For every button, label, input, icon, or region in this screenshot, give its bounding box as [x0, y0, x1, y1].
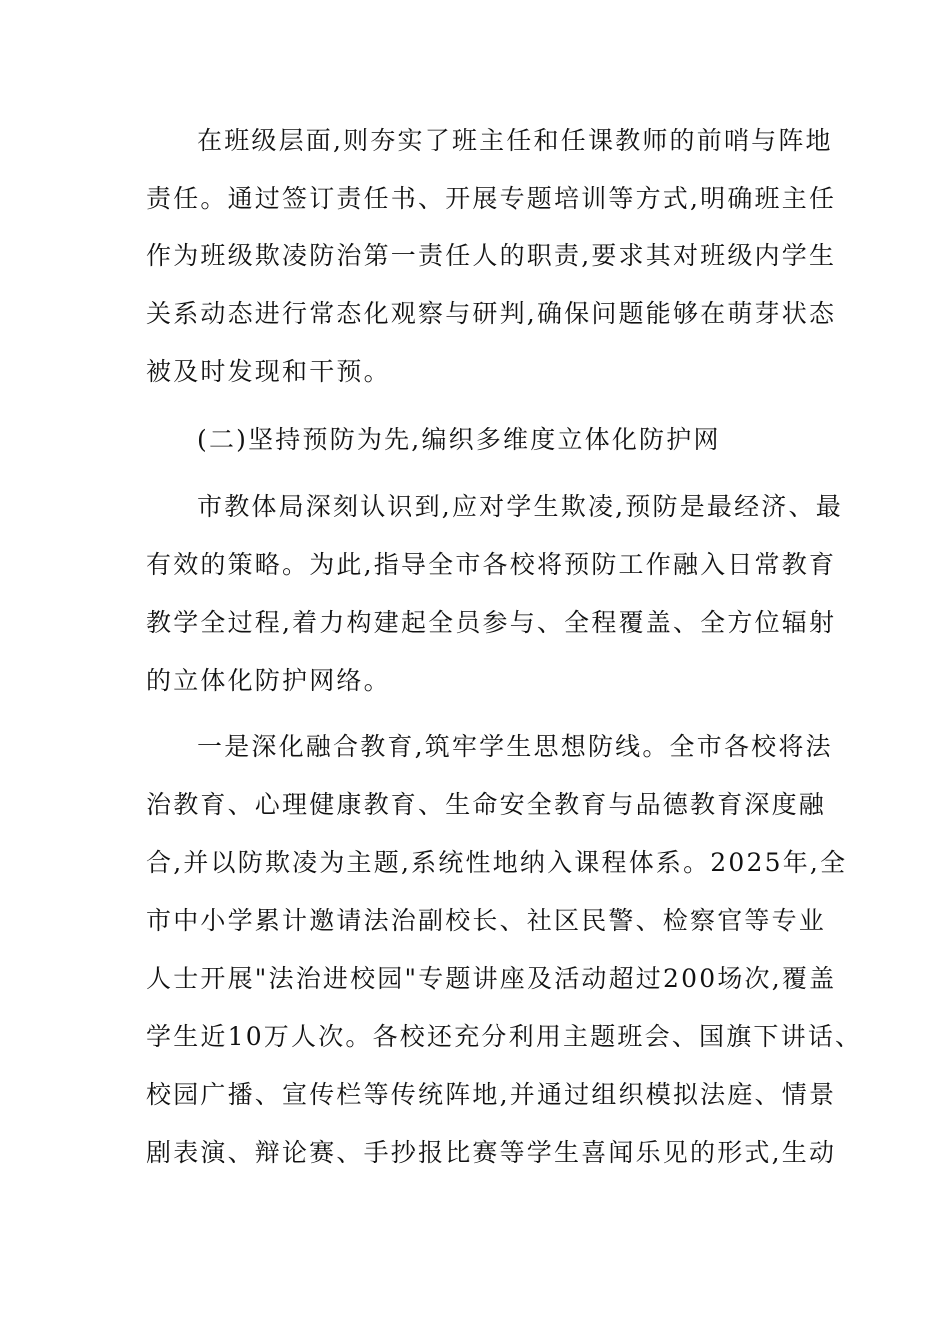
paragraph-line: 在班级层面,则夯实了班主任和任课教师的前哨与阵地 [197, 126, 833, 155]
paragraph-line: 教学全过程,着力构建起全员参与、全程覆盖、全方位辐射 [146, 608, 837, 637]
paragraph-line: 的立体化防护网络。 [146, 666, 391, 695]
paragraph-line: 市教体局深刻认识到,应对学生欺凌,预防是最经济、最 [197, 492, 843, 521]
paragraph-line: 人士开展"法治进校园"专题讲座及活动超过200场次,覆盖 [146, 964, 837, 993]
paragraph-line: 学生近10万人次。各校还充分利用主题班会、国旗下讲话、 [146, 1022, 863, 1051]
paragraph-line: 作为班级欺凌防治第一责任人的职责,要求其对班级内学生 [146, 241, 837, 270]
paragraph-line: 市中小学累计邀请法治副校长、社区民警、检察官等专业 [146, 906, 827, 935]
paragraph-line: 校园广播、宣传栏等传统阵地,并通过组织模拟法庭、情景 [146, 1080, 837, 1109]
paragraph-line: 剧表演、辩论赛、手抄报比赛等学生喜闻乐见的形式,生动 [146, 1138, 837, 1167]
paragraph-line: 有效的策略。为此,指导全市各校将预防工作融入日常教育 [146, 550, 837, 579]
paragraph-line: 合,并以防欺凌为主题,系统性地纳入课程体系。2025年,全 [146, 848, 848, 877]
paragraph-line: 治教育、心理健康教育、生命安全教育与品德教育深度融 [146, 790, 827, 819]
paragraph-line: 关系动态进行常态化观察与研判,确保问题能够在萌芽状态 [146, 299, 837, 328]
paragraph-line: 被及时发现和干预。 [146, 357, 391, 386]
paragraph-line: 责任。通过签订责任书、开展专题培训等方式,明确班主任 [146, 184, 837, 213]
section-heading-text: (二)坚持预防为先,编织多维度立体化防护网 [197, 425, 721, 454]
paragraph-line: 一是深化融合教育,筑牢学生思想防线。全市各校将法 [197, 732, 833, 761]
